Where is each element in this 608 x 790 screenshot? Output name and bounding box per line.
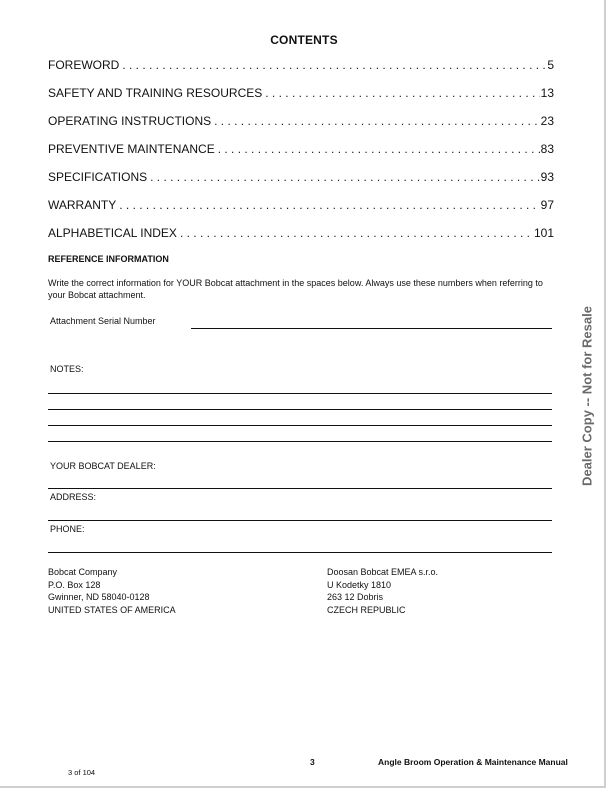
footer-page-number: 3 [310, 757, 315, 767]
page-title: CONTENTS [270, 33, 338, 47]
dealer-label: YOUR BOBCAT DEALER: [50, 461, 156, 471]
address-line-text: Bobcat Company [48, 567, 118, 577]
toc-leader-dots [119, 198, 539, 212]
toc-entry-page: 101 [533, 226, 554, 240]
reference-instructions: Write the correct information for YOUR Bobcat attachment in the spaces below. Always use these numbers when referring to your Bobcat attachment. [48, 278, 543, 300]
address-line-text: P.O. Box 128 [48, 579, 101, 590]
toc-entry-foreword[interactable] [48, 58, 554, 86]
toc-leader-dots [150, 170, 540, 184]
phone-label: PHONE: [50, 524, 85, 534]
address-label: ADDRESS: [50, 492, 97, 502]
toc-entry-operating[interactable] [48, 114, 554, 142]
toc-entry-maintenance[interactable] [48, 142, 554, 170]
toc-entry-title: SAFETY AND TRAINING RESOURCES [48, 86, 263, 100]
toc-entry-title: SPECIFICATIONS [48, 170, 148, 184]
dealer-line[interactable] [48, 488, 552, 489]
toc-entry-title: ALPHABETICAL INDEX [48, 226, 177, 240]
toc-entry-page: 93 [540, 170, 554, 184]
table-of-contents [48, 58, 554, 254]
toc-leader-dots [180, 226, 533, 240]
notes-line[interactable] [48, 425, 552, 426]
footer-manual-title: Angle Broom Operation & Maintenance Manual [378, 757, 568, 767]
toc-entry-page: 13 [540, 86, 554, 100]
toc-entry-specifications[interactable] [48, 170, 554, 198]
toc-entry-title: FOREWORD [48, 58, 120, 72]
address-line-text: UNITED STATES OF AMERICA [48, 604, 176, 615]
notes-line[interactable] [48, 441, 552, 442]
toc-leader-dots [122, 58, 546, 72]
address-line[interactable] [48, 520, 552, 521]
address-line-text: Gwinner, ND 58040-0128 [48, 592, 150, 602]
address-line-text: Doosan Bobcat EMEA s.r.o. [327, 567, 439, 577]
toc-entry-page: 5 [547, 58, 554, 72]
address-line-text: U Kodetky 1810 [327, 579, 392, 590]
toc-entry-safety[interactable] [48, 86, 554, 114]
toc-entry-title: OPERATING INSTRUCTIONS [48, 114, 212, 128]
toc-leader-dots [218, 142, 540, 156]
toc-leader-dots [214, 114, 540, 128]
reference-heading: REFERENCE INFORMATION [48, 254, 169, 264]
address-block-bobcat-company [48, 566, 176, 616]
phone-line[interactable] [48, 552, 552, 553]
serial-number-line[interactable] [191, 328, 552, 329]
notes-line[interactable] [48, 393, 552, 394]
serial-number-label: Attachment Serial Number [50, 316, 156, 326]
dealer-copy-watermark: Dealer Copy -- Not for Resale [579, 306, 595, 486]
address-block-doosan-emea [327, 566, 438, 616]
toc-leader-dots [265, 86, 539, 100]
address-line-text: CZECH REPUBLIC [327, 604, 406, 615]
notes-line[interactable] [48, 409, 552, 410]
notes-label: NOTES: [50, 364, 84, 374]
toc-entry-warranty[interactable] [48, 198, 554, 226]
toc-entry-title: WARRANTY [48, 198, 117, 212]
toc-entry-index[interactable] [48, 226, 554, 254]
toc-entry-page: 83 [540, 142, 554, 156]
toc-entry-title: PREVENTIVE MAINTENANCE [48, 142, 215, 156]
address-line-text: 263 12 Dobris [327, 592, 384, 602]
toc-entry-page: 97 [540, 198, 554, 212]
footer-page-count: 3 of 104 [68, 768, 96, 777]
toc-entry-page: 23 [540, 114, 554, 128]
